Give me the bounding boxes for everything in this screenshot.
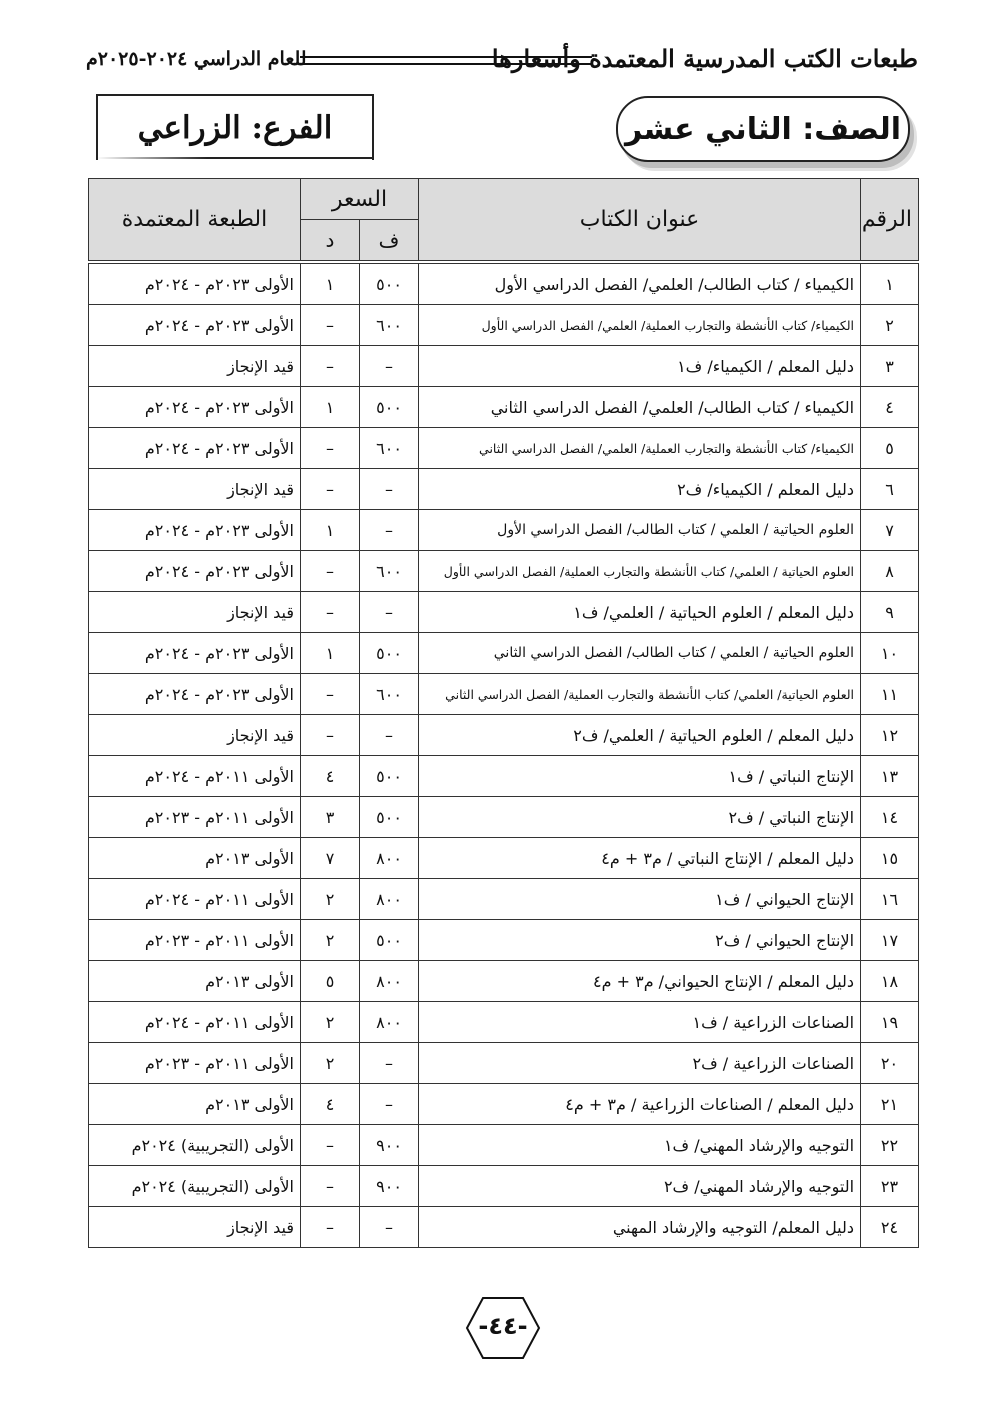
- table-row: [89, 1207, 919, 1248]
- approved-edition: الأولى ٢٠٢٣م - ٢٠٢٤م: [89, 305, 301, 346]
- table-row: [89, 838, 919, 879]
- approved-edition: قيد الإنجاز: [89, 715, 301, 756]
- price-dinar: –: [301, 1207, 360, 1248]
- book-title: دليل المعلم / العلوم الحياتية / العلمي/ ف١: [419, 592, 861, 633]
- page-header-year: للعام الدراسي ٢٠٢٤-٢٠٢٥م: [86, 48, 307, 70]
- price-fils: –: [360, 1084, 419, 1125]
- row-number: ٢٣: [861, 1166, 919, 1207]
- table-row: [89, 756, 919, 797]
- book-title: الكيمياء/ كتاب الأنشطة والتجارب العملية/ العلمي/ الفصل الدراسي الأول: [419, 305, 861, 346]
- price-fils: ٦٠٠: [360, 674, 419, 715]
- row-number: ١٥: [861, 838, 919, 879]
- price-fils: –: [360, 469, 419, 510]
- table-row: [89, 715, 919, 756]
- price-dinar: ١: [301, 510, 360, 551]
- table-row: [89, 1084, 919, 1125]
- page-number: -٤٤-: [478, 1312, 528, 1340]
- book-title: دليل المعلم / الكيمياء/ ف١: [419, 346, 861, 387]
- book-title: دليل المعلم / الإنتاج الحيواني/ م٣ + م٤: [419, 961, 861, 1002]
- branch-underline: [96, 157, 374, 159]
- book-title: العلوم الحياتية / العلمي / كتاب الطالب/ الفصل الدراسي الثاني: [419, 633, 861, 674]
- row-number: ١٨: [861, 961, 919, 1002]
- row-number: ٩: [861, 592, 919, 633]
- book-title: الكيمياء / كتاب الطالب/ العلمي/ الفصل الدراسي الثاني: [419, 387, 861, 428]
- approved-edition: الأولى ٢٠١١م - ٢٠٢٣م: [89, 1043, 301, 1084]
- book-title: دليل المعلم/ التوجيه والإرشاد المهني: [419, 1207, 861, 1248]
- approved-edition: الأولى ٢٠١١م - ٢٠٢٤م: [89, 1002, 301, 1043]
- table-row: [89, 346, 919, 387]
- price-fils: ٨٠٠: [360, 879, 419, 920]
- price-fils: ٥٠٠: [360, 387, 419, 428]
- table-row: [89, 633, 919, 674]
- table-row: [89, 592, 919, 633]
- branch-label: الفرع: الزراعي: [137, 110, 333, 146]
- header-price-d: د: [301, 220, 360, 261]
- table-row: [89, 428, 919, 469]
- book-title: التوجيه والإرشاد المهني/ ف٢: [419, 1166, 861, 1207]
- price-fils: ٦٠٠: [360, 305, 419, 346]
- row-number: ٦: [861, 469, 919, 510]
- table-row: [89, 510, 919, 551]
- table-row: [89, 1166, 919, 1207]
- approved-edition: الأولى (التجريبية) ٢٠٢٤م: [89, 1125, 301, 1166]
- row-number: ١٠: [861, 633, 919, 674]
- table-row: [89, 305, 919, 346]
- book-title: الإنتاج الحيواني / ف٢: [419, 920, 861, 961]
- book-title: التوجيه والإرشاد المهني/ ف١: [419, 1125, 861, 1166]
- approved-edition: الأولى ٢٠٢٣م - ٢٠٢٤م: [89, 387, 301, 428]
- price-dinar: –: [301, 1166, 360, 1207]
- price-dinar: ٢: [301, 1002, 360, 1043]
- price-dinar: –: [301, 674, 360, 715]
- approved-edition: الأولى (التجريبية) ٢٠٢٤م: [89, 1166, 301, 1207]
- table-row: [89, 1002, 919, 1043]
- price-fils: –: [360, 1043, 419, 1084]
- row-number: ١: [861, 264, 919, 305]
- row-number: ١٦: [861, 879, 919, 920]
- books-table: [88, 178, 919, 1248]
- price-fils: ٨٠٠: [360, 961, 419, 1002]
- price-fils: –: [360, 510, 419, 551]
- row-number: ٢٠: [861, 1043, 919, 1084]
- branch-label-box: [96, 94, 374, 160]
- price-fils: ٩٠٠: [360, 1125, 419, 1166]
- price-fils: –: [360, 715, 419, 756]
- book-title: الكيمياء/ كتاب الأنشطة والتجارب العملية/ العلمي/ الفصل الدراسي الثاني: [419, 428, 861, 469]
- approved-edition: قيد الإنجاز: [89, 1207, 301, 1248]
- price-dinar: ٢: [301, 879, 360, 920]
- book-title: الإنتاج الحيواني / ف١: [419, 879, 861, 920]
- book-title: العلوم الحياتية/ العلمي/ كتاب الأنشطة والتجارب العملية/ الفصل الدراسي الثاني: [419, 674, 861, 715]
- price-dinar: ٤: [301, 756, 360, 797]
- approved-edition: قيد الإنجاز: [89, 346, 301, 387]
- price-dinar: –: [301, 551, 360, 592]
- grade-label: الصف: الثاني عشر: [624, 111, 902, 147]
- price-dinar: –: [301, 469, 360, 510]
- row-number: ٥: [861, 428, 919, 469]
- row-number: ٢: [861, 305, 919, 346]
- price-dinar: ١: [301, 633, 360, 674]
- table-row: [89, 1125, 919, 1166]
- table-row: [89, 551, 919, 592]
- approved-edition: الأولى ٢٠٢٣م - ٢٠٢٤م: [89, 633, 301, 674]
- row-number: ٨: [861, 551, 919, 592]
- approved-edition: الأولى ٢٠١٣م: [89, 838, 301, 879]
- approved-edition: الأولى ٢٠٢٣م - ٢٠٢٤م: [89, 674, 301, 715]
- approved-edition: قيد الإنجاز: [89, 592, 301, 633]
- approved-edition: الأولى ٢٠٢٣م - ٢٠٢٤م: [89, 551, 301, 592]
- page-header-title: طبعات الكتب المدرسية المعتمدة وأسعارها: [491, 44, 918, 73]
- price-dinar: –: [301, 1125, 360, 1166]
- price-fils: ٨٠٠: [360, 1002, 419, 1043]
- approved-edition: الأولى ٢٠١١م - ٢٠٢٤م: [89, 756, 301, 797]
- book-title: العلوم الحياتية / العلمي/ كتاب الأنشطة والتجارب العملية/ الفصل الدراسي الأول: [419, 551, 861, 592]
- price-fils: ٥٠٠: [360, 264, 419, 305]
- book-title: الكيمياء / كتاب الطالب/ العلمي/ الفصل الدراسي الأول: [419, 264, 861, 305]
- price-dinar: ٢: [301, 920, 360, 961]
- row-number: ١٣: [861, 756, 919, 797]
- table-row: [89, 879, 919, 920]
- price-fils: ٨٠٠: [360, 838, 419, 879]
- header-edition: الطبعة المعتمدة: [89, 179, 301, 261]
- table-row: [89, 674, 919, 715]
- table-row: [89, 920, 919, 961]
- table-row: [89, 264, 919, 305]
- approved-edition: الأولى ٢٠١٣م: [89, 1084, 301, 1125]
- header-number: الرقم: [861, 179, 919, 261]
- price-fils: –: [360, 1207, 419, 1248]
- header-title: عنوان الكتاب: [419, 179, 861, 261]
- price-dinar: ٤: [301, 1084, 360, 1125]
- book-title: العلوم الحياتية / العلمي / كتاب الطالب/ الفصل الدراسي الأول: [419, 510, 861, 551]
- book-title: الإنتاج النباتي / ف٢: [419, 797, 861, 838]
- row-number: ١٢: [861, 715, 919, 756]
- price-fils: ٥٠٠: [360, 920, 419, 961]
- book-title: الصناعات الزراعية / ف١: [419, 1002, 861, 1043]
- approved-edition: الأولى ٢٠١١م - ٢٠٢٣م: [89, 920, 301, 961]
- price-dinar: –: [301, 305, 360, 346]
- price-dinar: ٥: [301, 961, 360, 1002]
- table-row: [89, 1043, 919, 1084]
- table-row: [89, 469, 919, 510]
- price-dinar: ١: [301, 387, 360, 428]
- book-title: دليل المعلم / الصناعات الزراعية / م٣ + م٤: [419, 1084, 861, 1125]
- row-number: ١٤: [861, 797, 919, 838]
- book-title: دليل المعلم / العلوم الحياتية / العلمي/ ف٢: [419, 715, 861, 756]
- row-number: ١١: [861, 674, 919, 715]
- price-dinar: ٧: [301, 838, 360, 879]
- price-dinar: –: [301, 346, 360, 387]
- price-dinar: –: [301, 428, 360, 469]
- price-dinar: –: [301, 715, 360, 756]
- price-fils: ٥٠٠: [360, 756, 419, 797]
- book-title: دليل المعلم / الكيمياء/ ف٢: [419, 469, 861, 510]
- price-dinar: ٣: [301, 797, 360, 838]
- table-row: [89, 961, 919, 1002]
- price-fils: –: [360, 346, 419, 387]
- price-fils: ٥٠٠: [360, 797, 419, 838]
- approved-edition: الأولى ٢٠٢٣م - ٢٠٢٤م: [89, 264, 301, 305]
- row-number: ١٧: [861, 920, 919, 961]
- book-title: دليل المعلم / الإنتاج النباتي / م٣ + م٤: [419, 838, 861, 879]
- row-number: ٢٤: [861, 1207, 919, 1248]
- row-number: ١٩: [861, 1002, 919, 1043]
- approved-edition: قيد الإنجاز: [89, 469, 301, 510]
- approved-edition: الأولى ٢٠١٣م: [89, 961, 301, 1002]
- row-number: ٧: [861, 510, 919, 551]
- row-number: ٢٢: [861, 1125, 919, 1166]
- approved-edition: الأولى ٢٠١١م - ٢٠٢٤م: [89, 879, 301, 920]
- row-number: ٣: [861, 346, 919, 387]
- price-fils: ٩٠٠: [360, 1166, 419, 1207]
- header-price-f: ف: [360, 220, 419, 261]
- table-row: [89, 797, 919, 838]
- row-number: ٤: [861, 387, 919, 428]
- row-number: ٢١: [861, 1084, 919, 1125]
- price-dinar: ٢: [301, 1043, 360, 1084]
- price-fils: –: [360, 592, 419, 633]
- price-dinar: –: [301, 592, 360, 633]
- header-price: السعر: [301, 179, 419, 220]
- header-divider: [300, 56, 592, 65]
- price-fils: ٦٠٠: [360, 428, 419, 469]
- approved-edition: الأولى ٢٠٢٣م - ٢٠٢٤م: [89, 428, 301, 469]
- price-dinar: ١: [301, 264, 360, 305]
- approved-edition: الأولى ٢٠٢٣م - ٢٠٢٤م: [89, 510, 301, 551]
- grade-label-box: [616, 96, 910, 162]
- approved-edition: الأولى ٢٠١١م - ٢٠٢٣م: [89, 797, 301, 838]
- price-fils: ٦٠٠: [360, 551, 419, 592]
- table-row: [89, 387, 919, 428]
- book-title: الإنتاج النباتي / ف١: [419, 756, 861, 797]
- book-title: الصناعات الزراعية / ف٢: [419, 1043, 861, 1084]
- price-fils: ٥٠٠: [360, 633, 419, 674]
